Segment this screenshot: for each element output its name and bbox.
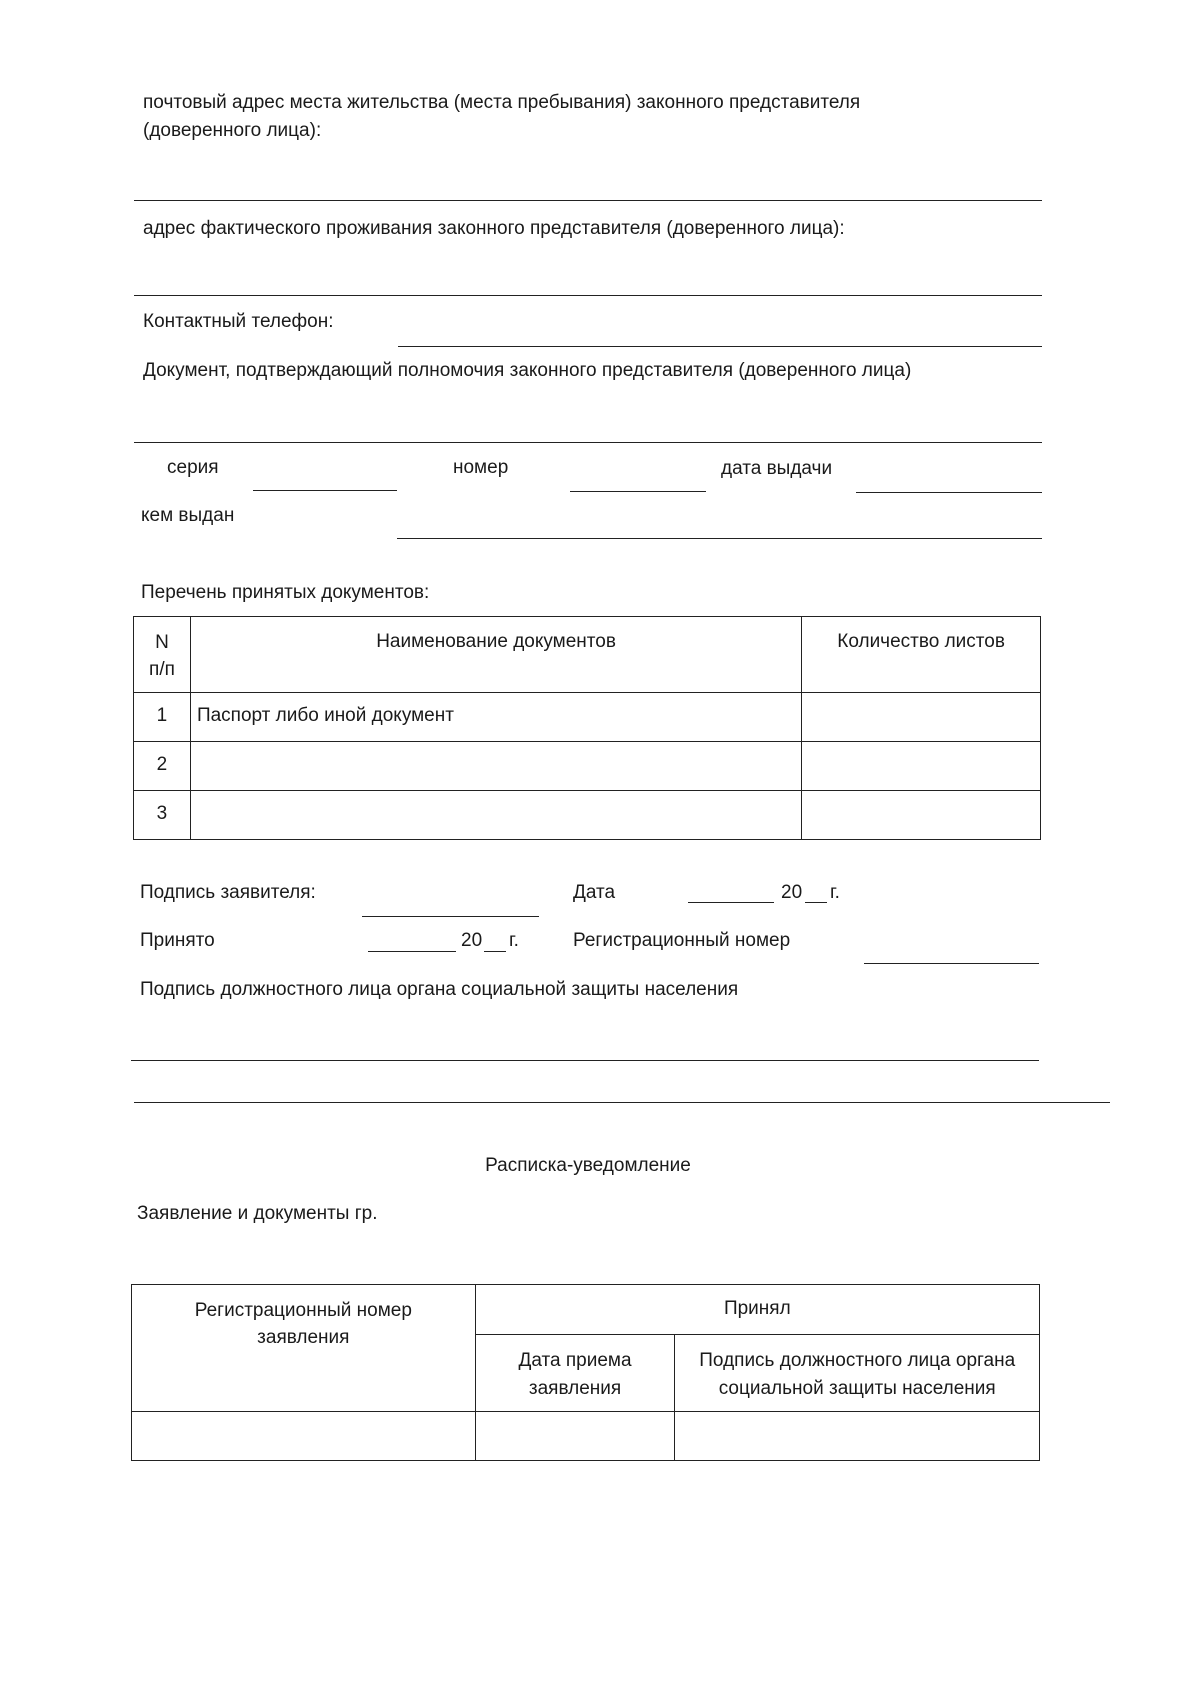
actual-address-label: адрес фактического проживания законного представителя (доверенного лица): [143, 218, 845, 239]
authority-doc-label: Документ, подтверждающий полномочия законного представителя (доверенного лица) [143, 360, 912, 381]
receipt-signature-cell[interactable] [675, 1412, 1040, 1461]
receipt-col-sig-line1: Подпись должностного лица органа [699, 1350, 1016, 1371]
statement-label: Заявление и документы гр. [137, 1203, 378, 1224]
docs-row-number: 2 [134, 742, 191, 791]
issued-by-label: кем выдан [141, 505, 235, 526]
docs-row-sheets[interactable] [802, 742, 1041, 791]
receipt-col-reg-line2: заявления [257, 1327, 350, 1348]
phone-field[interactable] [398, 346, 1042, 347]
table-row [132, 1412, 1040, 1461]
receipt-table [131, 1284, 1040, 1461]
receipt-col-reg-header [132, 1285, 476, 1412]
receipt-table-header-row [132, 1285, 1040, 1335]
date-year-prefix: 20 [781, 882, 803, 903]
accepted-year-field[interactable] [484, 951, 506, 952]
docs-row-name[interactable]: Паспорт либо иной документ [190, 693, 801, 742]
series-label: серия [167, 457, 219, 478]
tear-off-divider [134, 1102, 1110, 1103]
receipt-reg-number-cell[interactable] [132, 1412, 476, 1461]
docs-row-name[interactable] [190, 791, 801, 840]
receipt-col-accepted-header: Принял [475, 1285, 1039, 1335]
phone-label: Контактный телефон: [143, 311, 334, 332]
number-field[interactable] [570, 491, 706, 492]
accepted-label: Принято [140, 930, 215, 951]
date-label: Дата [573, 882, 616, 903]
issued-by-field[interactable] [397, 538, 1042, 539]
official-signature-label: Подпись должностного лица органа социальной защиты населения [140, 979, 739, 1000]
docs-heading: Перечень принятых документов: [141, 582, 430, 603]
docs-table-header-row [134, 617, 1041, 693]
reg-number-field[interactable] [864, 963, 1039, 964]
official-signature-field[interactable] [131, 1060, 1039, 1061]
docs-row-sheets[interactable] [802, 791, 1041, 840]
actual-address-field[interactable] [134, 295, 1042, 296]
receipt-col-date-line1: Дата приема [518, 1350, 632, 1371]
receipt-col-date-header [475, 1335, 675, 1412]
date-year-suffix: г. [830, 882, 840, 903]
table-row [134, 791, 1041, 840]
receipt-col-date-line2: заявления [528, 1378, 622, 1399]
date-year-field[interactable] [805, 902, 827, 903]
docs-col-number-line1: N [155, 632, 169, 653]
receipt-col-reg-line1: Регистрационный номер [194, 1300, 412, 1321]
issue-date-label: дата выдачи [721, 458, 833, 479]
receipt-col-sig-line2: социальной защиты населения [718, 1378, 996, 1399]
accepted-year-prefix: 20 [461, 930, 483, 951]
number-label: номер [453, 457, 509, 478]
docs-col-sheets-header: Количество листов [802, 617, 1041, 693]
docs-row-number: 1 [134, 693, 191, 742]
table-row [134, 693, 1041, 742]
docs-row-sheets[interactable] [802, 693, 1041, 742]
postal-address-field[interactable] [134, 200, 1042, 201]
postal-address-label: почтовый адрес места жительства (места пребывания) законного представителя [143, 92, 861, 113]
docs-row-name[interactable] [190, 742, 801, 791]
issue-date-field[interactable] [856, 492, 1042, 493]
receipt-col-sig-header [675, 1335, 1040, 1412]
authority-doc-field[interactable] [134, 442, 1042, 443]
postal-address-label-cont: (доверенного лица): [143, 120, 322, 141]
docs-row-number: 3 [134, 791, 191, 840]
accepted-date-field[interactable] [368, 951, 456, 952]
receipt-date-cell[interactable] [475, 1412, 675, 1461]
docs-col-number-header [134, 617, 191, 693]
applicant-signature-label: Подпись заявителя: [140, 882, 316, 903]
reg-number-label: Регистрационный номер [573, 930, 791, 951]
receipt-title: Расписка-уведомление [485, 1155, 691, 1176]
date-day-month-field[interactable] [688, 902, 774, 903]
series-field[interactable] [253, 490, 397, 491]
table-row [134, 742, 1041, 791]
docs-col-name-header: Наименование документов [190, 617, 801, 693]
applicant-signature-field[interactable] [362, 916, 539, 917]
accepted-year-suffix: г. [509, 930, 519, 951]
docs-table [133, 616, 1041, 840]
docs-col-number-line2: п/п [149, 659, 175, 680]
